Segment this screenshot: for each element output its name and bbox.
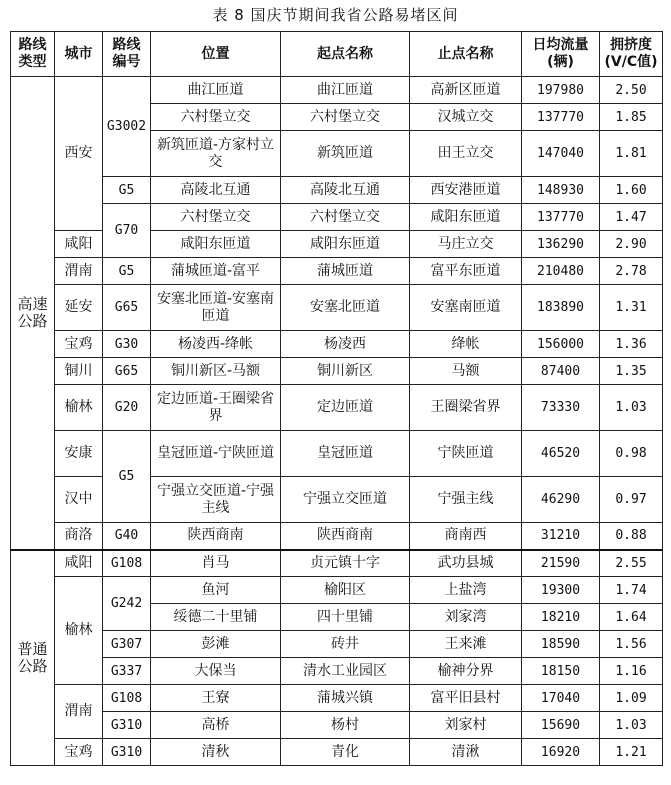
location-cell: 杨凌西-绛帐	[151, 331, 281, 358]
flow-cell: 137770	[522, 104, 600, 131]
table-row	[11, 712, 663, 739]
location-cell: 高桥	[151, 712, 281, 739]
congestion-table	[10, 31, 663, 766]
location-cell: 宁强立交匝道-宁强主线	[151, 477, 281, 523]
start-cell: 榆阳区	[281, 577, 410, 604]
vc-cell: 1.81	[600, 131, 663, 177]
route-cell: G5	[103, 431, 151, 523]
city-cell: 宝鸡	[55, 739, 103, 766]
table-row	[11, 77, 663, 104]
start-cell: 新筑匝道	[281, 131, 410, 177]
vc-cell: 1.31	[600, 285, 663, 331]
table-title: 表 8 国庆节期间我省公路易堵区间	[212, 6, 459, 24]
end-cell: 马额	[410, 358, 522, 385]
table-row	[11, 385, 663, 431]
end-cell: 高新区匝道	[410, 77, 522, 104]
route-cell: G108	[103, 550, 151, 577]
city-cell: 渭南	[55, 685, 103, 739]
route-cell: G108	[103, 685, 151, 712]
location-cell: 新筑匝道-方家村立交	[151, 131, 281, 177]
location-cell: 彭滩	[151, 631, 281, 658]
location-cell: 皇冠匝道-宁陕匝道	[151, 431, 281, 477]
location-cell: 大保当	[151, 658, 281, 685]
vc-cell: 1.64	[600, 604, 663, 631]
location-cell: 六村堡立交	[151, 204, 281, 231]
location-cell: 铜川新区-马额	[151, 358, 281, 385]
route-cell: G3002	[103, 77, 151, 177]
city-cell: 安康	[55, 431, 103, 477]
table-row	[11, 204, 663, 231]
start-cell: 安塞北匝道	[281, 285, 410, 331]
route-cell: G307	[103, 631, 151, 658]
city-cell: 延安	[55, 285, 103, 331]
start-cell: 皇冠匝道	[281, 431, 410, 477]
table-row	[11, 258, 663, 285]
route-cell: G5	[103, 258, 151, 285]
flow-cell: 136290	[522, 231, 600, 258]
table-row	[11, 685, 663, 712]
location-cell: 六村堡立交	[151, 104, 281, 131]
flow-cell: 210480	[522, 258, 600, 285]
end-cell: 王圈梁省界	[410, 385, 522, 431]
route-cell: G65	[103, 358, 151, 385]
city-cell: 商洛	[55, 523, 103, 550]
city-cell: 榆林	[55, 577, 103, 685]
vc-cell: 1.74	[600, 577, 663, 604]
city-cell: 榆林	[55, 385, 103, 431]
header-vc: 拥挤度 (V/C值)	[600, 32, 663, 77]
start-cell: 六村堡立交	[281, 104, 410, 131]
route-cell: G337	[103, 658, 151, 685]
vc-cell: 1.85	[600, 104, 663, 131]
table-row	[11, 431, 663, 477]
header-start: 起点名称	[281, 32, 410, 77]
vc-cell: 1.09	[600, 685, 663, 712]
location-cell: 曲江匝道	[151, 77, 281, 104]
table-row	[11, 177, 663, 204]
end-cell: 汉城立交	[410, 104, 522, 131]
start-cell: 高陵北互通	[281, 177, 410, 204]
start-cell: 清水工业园区	[281, 658, 410, 685]
end-cell: 安塞南匝道	[410, 285, 522, 331]
location-cell: 肖马	[151, 550, 281, 577]
table-row	[11, 550, 663, 577]
flow-cell: 46520	[522, 431, 600, 477]
group-ordinary: 普通 公路	[11, 550, 55, 766]
start-cell: 蒲城兴镇	[281, 685, 410, 712]
route-cell: G70	[103, 204, 151, 258]
end-cell: 刘家湾	[410, 604, 522, 631]
vc-cell: 1.03	[600, 712, 663, 739]
table-row	[11, 285, 663, 331]
route-cell: G65	[103, 285, 151, 331]
vc-cell: 0.88	[600, 523, 663, 550]
flow-cell: 15690	[522, 712, 600, 739]
flow-cell: 16920	[522, 739, 600, 766]
start-cell: 陕西商南	[281, 523, 410, 550]
vc-cell: 1.16	[600, 658, 663, 685]
start-cell: 宁强立交匝道	[281, 477, 410, 523]
start-cell: 青化	[281, 739, 410, 766]
end-cell: 马庄立交	[410, 231, 522, 258]
header-city: 城市	[55, 32, 103, 77]
city-cell: 宝鸡	[55, 331, 103, 358]
end-cell: 宁陕匝道	[410, 431, 522, 477]
flow-cell: 137770	[522, 204, 600, 231]
table-row	[11, 358, 663, 385]
vc-cell: 2.50	[600, 77, 663, 104]
start-cell: 砖井	[281, 631, 410, 658]
city-cell: 铜川	[55, 358, 103, 385]
vc-cell: 1.03	[600, 385, 663, 431]
city-cell: 咸阳	[55, 550, 103, 577]
location-cell: 清秋	[151, 739, 281, 766]
end-cell: 王来滩	[410, 631, 522, 658]
location-cell: 蒲城匝道-富平	[151, 258, 281, 285]
end-cell: 上盐湾	[410, 577, 522, 604]
city-cell: 渭南	[55, 258, 103, 285]
end-cell: 宁强主线	[410, 477, 522, 523]
header-flow: 日均流量 (辆)	[522, 32, 600, 77]
flow-cell: 31210	[522, 523, 600, 550]
group-expressway: 高速 公路	[11, 77, 55, 550]
start-cell: 四十里铺	[281, 604, 410, 631]
route-cell: G20	[103, 385, 151, 431]
flow-cell: 183890	[522, 285, 600, 331]
flow-cell: 18210	[522, 604, 600, 631]
route-cell: G310	[103, 739, 151, 766]
location-cell: 高陵北互通	[151, 177, 281, 204]
location-cell: 鱼河	[151, 577, 281, 604]
route-cell: G310	[103, 712, 151, 739]
route-cell: G40	[103, 523, 151, 550]
vc-cell: 1.35	[600, 358, 663, 385]
start-cell: 蒲城匝道	[281, 258, 410, 285]
end-cell: 榆神分界	[410, 658, 522, 685]
flow-cell: 197980	[522, 77, 600, 104]
location-cell: 陕西商南	[151, 523, 281, 550]
flow-cell: 18590	[522, 631, 600, 658]
vc-cell: 0.98	[600, 431, 663, 477]
header-route-type: 路线 类型	[11, 32, 55, 77]
end-cell: 咸阳东匝道	[410, 204, 522, 231]
flow-cell: 21590	[522, 550, 600, 577]
city-cell: 咸阳	[55, 231, 103, 258]
start-cell: 曲江匝道	[281, 77, 410, 104]
start-cell: 六村堡立交	[281, 204, 410, 231]
table-row	[11, 739, 663, 766]
start-cell: 铜川新区	[281, 358, 410, 385]
vc-cell: 2.55	[600, 550, 663, 577]
end-cell: 刘家村	[410, 712, 522, 739]
end-cell: 富平东匝道	[410, 258, 522, 285]
table-row	[11, 658, 663, 685]
header-route-no: 路线 编号	[103, 32, 151, 77]
location-cell: 绥德二十里铺	[151, 604, 281, 631]
start-cell: 杨凌西	[281, 331, 410, 358]
table-row	[11, 331, 663, 358]
vc-cell: 0.97	[600, 477, 663, 523]
city-cell: 汉中	[55, 477, 103, 523]
end-cell: 武功县城	[410, 550, 522, 577]
flow-cell: 73330	[522, 385, 600, 431]
end-cell: 商南西	[410, 523, 522, 550]
start-cell: 定边匝道	[281, 385, 410, 431]
flow-cell: 19300	[522, 577, 600, 604]
table-row	[11, 577, 663, 604]
flow-cell: 147040	[522, 131, 600, 177]
vc-cell: 1.60	[600, 177, 663, 204]
end-cell: 清湫	[410, 739, 522, 766]
table-row	[11, 523, 663, 550]
vc-cell: 1.21	[600, 739, 663, 766]
start-cell: 杨村	[281, 712, 410, 739]
vc-cell: 1.56	[600, 631, 663, 658]
location-cell: 咸阳东匝道	[151, 231, 281, 258]
flow-cell: 17040	[522, 685, 600, 712]
flow-cell: 87400	[522, 358, 600, 385]
route-cell: G30	[103, 331, 151, 358]
vc-cell: 1.36	[600, 331, 663, 358]
location-cell: 王寮	[151, 685, 281, 712]
flow-cell: 46290	[522, 477, 600, 523]
city-cell: 西安	[55, 77, 103, 231]
header-location: 位置	[151, 32, 281, 77]
location-cell: 定边匝道-王圈梁省界	[151, 385, 281, 431]
route-cell: G242	[103, 577, 151, 631]
end-cell: 田王立交	[410, 131, 522, 177]
vc-cell: 2.90	[600, 231, 663, 258]
vc-cell: 2.78	[600, 258, 663, 285]
flow-cell: 156000	[522, 331, 600, 358]
header-end: 止点名称	[410, 32, 522, 77]
end-cell: 西安港匝道	[410, 177, 522, 204]
flow-cell: 148930	[522, 177, 600, 204]
route-cell: G5	[103, 177, 151, 204]
table-row	[11, 631, 663, 658]
location-cell: 安塞北匝道-安塞南匝道	[151, 285, 281, 331]
start-cell: 咸阳东匝道	[281, 231, 410, 258]
header-row	[11, 32, 663, 77]
start-cell: 贞元镇十字	[281, 550, 410, 577]
flow-cell: 18150	[522, 658, 600, 685]
end-cell: 绛帐	[410, 331, 522, 358]
vc-cell: 1.47	[600, 204, 663, 231]
end-cell: 富平旧县村	[410, 685, 522, 712]
